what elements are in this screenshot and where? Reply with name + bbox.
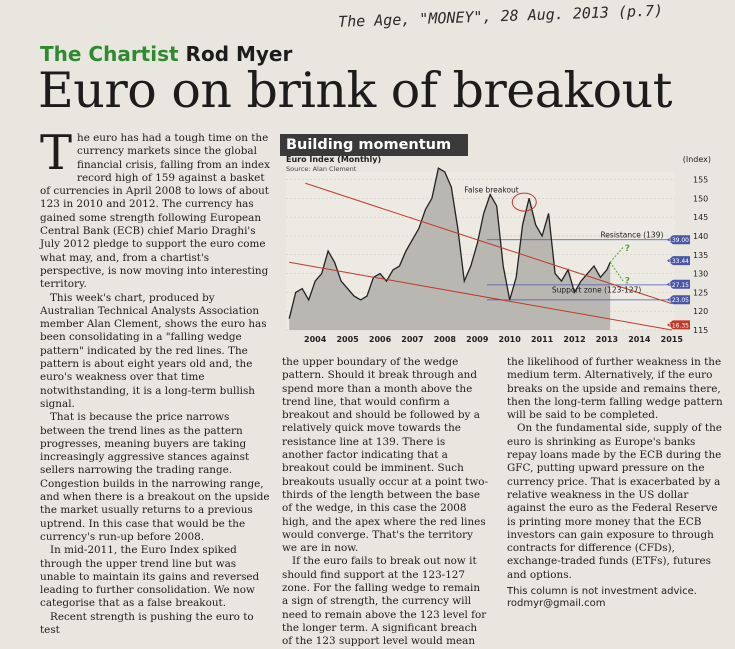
article-column-1 — [40, 125, 272, 637]
euro-index-chart — [280, 134, 728, 346]
paragraph: If the euro fails to break out now it should find support at the 123-127 zone. For the falling wedge to remain a sign of strength, the currency will need to remain above the 123 level for the longer term. A significant breach of the 123 support level would mean — [282, 555, 487, 648]
x-tick-label: 2012 — [563, 335, 586, 344]
paragraph: In mid-2011, the Euro Index spiked through the upper trend line but was unable to maintain its gains and reversed leading to further consolidation. We now categorise that as a false breakout. — [40, 544, 260, 610]
chart-source: Source: Alan Clement — [286, 165, 357, 173]
paragraph: That is because the price narrows between the trend lines as the pattern progresses, meaning buyers are taking increasingly aggressive stances against sellers narrowing the trading range. Congestion builds in the narrowing range, and when there is a breakout on the upside the market usually returns to a previous uptrend. In this case that would be the currency's run-up before 2008. — [40, 411, 270, 543]
disclaimer: This column is not investment advice. — [507, 586, 697, 598]
y-axis-label: (Index) — [682, 155, 711, 164]
drop-cap: T — [40, 125, 73, 181]
paragraph: On the fundamental side, supply of the euro is shrinking as Europe's banks repay loans made by the ECB during the GFC, putting upward pressure on the currency price. That is exacerbated by a relative weakness in the US dollar against the euro as the Federal Reserve is printing more money that the ECB investors can gain exposure to through contracts for difference (CFDs), exchange-traded funds (ETFs), futures and options. — [507, 422, 722, 581]
author-email: rodmyr@gmail.com — [507, 598, 606, 610]
price-tag-label: 123.05 — [668, 297, 689, 305]
x-tick-label: 2004 — [304, 335, 327, 344]
x-tick-label: 2010 — [498, 335, 521, 344]
handwritten-clipping-note: The Age, "MONEY", 28 Aug. 2013 (p.7) — [337, 1, 664, 31]
y-tick-label: 145 — [693, 213, 709, 223]
annotation-resistance: Resistance (139) — [600, 230, 664, 240]
paragraph: the upper boundary of the wedge pattern. Should it break through and spend more than a month above the trend line, that would confirm a breakout and should be followed by a relatively quick move towards the resistance line at 139. There is another factor indicating that a breakout could be imminent. Such breakouts usually occur at a point two-thirds of the length between the base of the wedge, in this case the 2008 high, and the apex where the red lines would converge. That's the territory we are in now. — [282, 356, 489, 555]
y-tick-label: 115 — [693, 326, 709, 335]
section-name: The Chartist — [40, 42, 179, 66]
paragraph: he euro has had a tough time on the currency markets since the global financial crisis, falling from an index record high of 159 against a basket of currencies in April 2008 to lows of about 123 in 2010 and 2012. The currency has gained some strength following European Central Bank (ECB) chief Mario Draghi's July 2012 pledge to support the euro come what may, and, from a chartist's perspective, is now moving into interesting territory. — [40, 132, 270, 291]
author-name: Rod Myer — [185, 42, 293, 66]
y-tick-label: 135 — [693, 250, 709, 260]
y-tick-label: 150 — [693, 194, 709, 204]
x-tick-label: 2015 — [660, 335, 683, 344]
x-tick-label: 2011 — [530, 335, 554, 344]
annotation-support: Support zone (123-127) — [551, 285, 642, 295]
x-tick-label: 2005 — [336, 335, 359, 344]
annotation-question-up: ? — [624, 244, 630, 254]
price-tag-label: 133.44 — [668, 258, 689, 266]
y-tick-label: 120 — [693, 307, 709, 317]
x-tick-label: 2013 — [595, 335, 619, 344]
annotation-question-down: ? — [624, 276, 630, 287]
x-tick-label: 2006 — [368, 335, 392, 344]
chart-title: Euro Index (Monthly) — [286, 155, 382, 164]
y-tick-label: 155 — [693, 175, 709, 185]
x-tick-label: 2009 — [466, 335, 489, 344]
headline: Euro on brink of breakout — [38, 62, 672, 119]
paragraph: This week's chart, produced by Australian Technical Analysts Association member Alan Clement, shows the euro has been consolidating in a "falling wedge pattern" indicated by the red lines. The pattern is about eight years old and, the euro's weakness over that time notwithstanding, it is a long-term bullish signal. — [40, 291, 267, 410]
article-column-2 — [282, 356, 488, 649]
price-tag-label: 116.35 — [668, 322, 689, 330]
paragraph: the likelihood of further weakness in the medium term. Alternatively, if the euro breaks on the upside and remains there, then the long-term falling wedge pattern will be said to be completed. — [507, 356, 723, 422]
annotation-false-breakout: False breakout — [464, 185, 519, 195]
paragraph: Recent strength is pushing the euro to test — [40, 610, 254, 636]
article-column-3 — [507, 356, 725, 610]
chart-svg — [280, 134, 728, 346]
y-tick-label: 140 — [693, 231, 709, 241]
x-tick-label: 2014 — [628, 335, 651, 344]
price-tag-label: 127.15 — [668, 281, 689, 289]
x-tick-label: 2008 — [433, 335, 456, 344]
y-tick-label: 125 — [693, 288, 709, 298]
y-tick-label: 130 — [693, 269, 709, 279]
chart-banner: Building momentum — [280, 134, 468, 156]
price-tag-label: 139.00 — [668, 237, 689, 245]
x-tick-label: 2007 — [401, 335, 424, 344]
